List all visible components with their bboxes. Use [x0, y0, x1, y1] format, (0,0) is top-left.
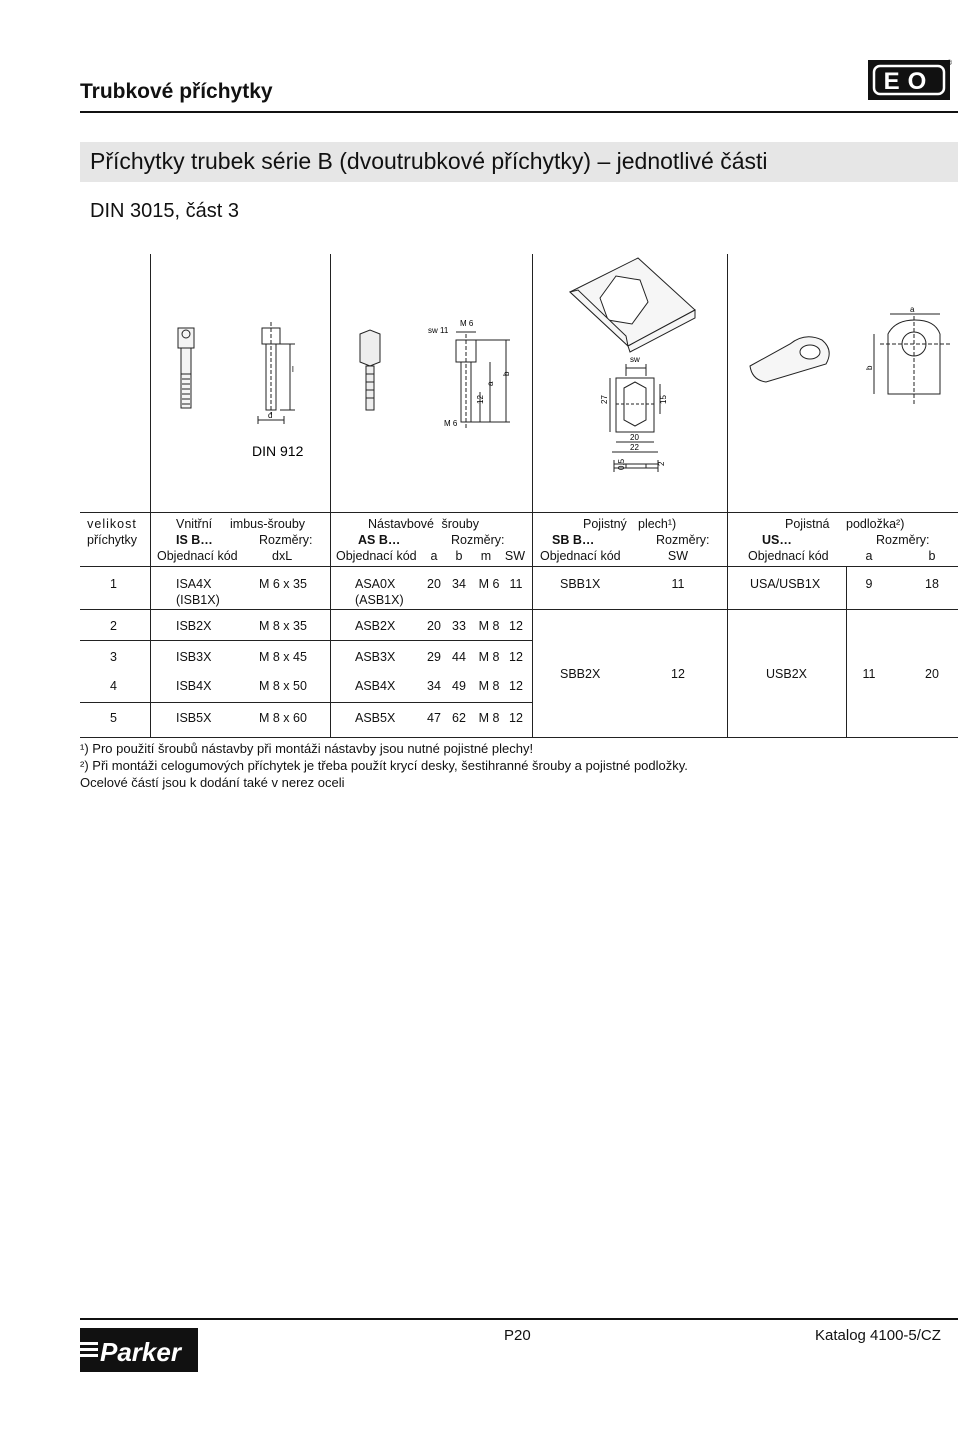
- cell-sw: 11: [509, 577, 523, 591]
- tab-washer-drawing: [750, 337, 829, 382]
- parker-logo: [80, 1328, 198, 1372]
- cell-us-b: 20: [925, 667, 939, 681]
- row-1-rule: [80, 609, 958, 610]
- dim-label-washer-a: a: [910, 305, 915, 314]
- cell-is-code: ISB2X: [176, 619, 212, 633]
- cell-a: 20: [427, 577, 441, 591]
- hdr-size-1: velikost: [87, 517, 137, 531]
- cell-size: 1: [110, 577, 117, 591]
- hdr-sb-3b: SW: [667, 549, 689, 563]
- footer-rule: [80, 1318, 958, 1320]
- hdr-is-1b: imbus-šrouby: [230, 517, 306, 531]
- cell-m: M 8: [478, 679, 500, 693]
- cell-a: 34: [427, 679, 441, 693]
- hdr-sb-3a: Objednací kód: [540, 549, 621, 563]
- dim-label-m6-top: M 6: [460, 319, 474, 328]
- cell-as-code: ASB3X: [355, 650, 396, 664]
- cell-is-code: ISB5X: [176, 711, 212, 725]
- tab-washer-dimension-drawing: [874, 314, 950, 404]
- hdr-is-3a: Objednací kód: [157, 549, 238, 563]
- table-header-rule: [80, 566, 958, 567]
- cell-b: 33: [452, 619, 466, 633]
- cell-size: 2: [110, 619, 117, 633]
- hdr-as-1: Nástavbové šrouby: [368, 517, 480, 531]
- hdr-as-2a: AS B…: [358, 533, 401, 547]
- locking-plate-drawing: [570, 258, 695, 352]
- hdr-as-3a: Objednací kód: [336, 549, 417, 563]
- cell-as-code: ASB4X: [355, 679, 396, 693]
- hdr-sb-2a: SB B…: [552, 533, 595, 547]
- socket-screw-dimension-drawing: [258, 322, 295, 424]
- hdr-us-3b: a: [865, 549, 873, 563]
- hdr-as-3e: SW: [504, 549, 526, 563]
- row-4-rule: [80, 702, 532, 703]
- eo-logo: [868, 58, 954, 100]
- cell-a: 29: [427, 650, 441, 664]
- cell-dxl: M 8 x 45: [259, 650, 307, 664]
- hdr-sb-1a: Pojistný: [583, 517, 627, 531]
- cell-is-code-alt: (ISB1X): [176, 593, 220, 607]
- cell-is-code: ISB4X: [176, 679, 212, 693]
- cell-us-a: 11: [862, 667, 876, 681]
- dim-label-20: 20: [630, 433, 639, 442]
- cell-size: 5: [110, 711, 117, 725]
- hdr-size-2: příchytky: [86, 533, 138, 547]
- cell-m: M 8: [478, 619, 500, 633]
- cell-b: 62: [452, 711, 466, 725]
- dim-label-sw: sw: [630, 355, 640, 364]
- socket-screw-drawing: [178, 328, 194, 408]
- footnote-2: ²) Při montáži celogumových příchytek je třeba použít krycí desky, šestihranné šrouby a pojistné podložky.: [80, 758, 688, 773]
- footnote-3: Ocelové částí jsou k dodání také v nerez oceli: [80, 775, 345, 790]
- cell-us-code: USB2X: [766, 667, 807, 681]
- header-rule: [80, 111, 958, 113]
- hdr-is-1a: Vnitřní: [176, 517, 213, 531]
- cell-us-code: USA/USB1X: [750, 577, 821, 591]
- eo-logo-text: EO: [883, 68, 935, 95]
- dim-label-a: a: [486, 381, 495, 386]
- dim-label-d: d: [268, 411, 273, 420]
- cell-sw: 12: [509, 650, 523, 664]
- hdr-as-3c: b: [455, 549, 463, 563]
- hdr-sb-2b: Rozměry:: [656, 533, 710, 547]
- dim-label-15: 15: [659, 395, 668, 404]
- dim-label-22: 22: [630, 443, 639, 452]
- parts-drawings: [150, 254, 960, 514]
- cell-dxl: M 8 x 50: [259, 679, 307, 693]
- cell-size: 3: [110, 650, 117, 664]
- hdr-us-1b: podložka²): [846, 517, 905, 531]
- cell-b: 34: [452, 577, 466, 591]
- cell-dxl: M 8 x 35: [259, 619, 307, 633]
- dim-label-washer-b: b: [865, 365, 874, 370]
- locking-plate-dimension-drawing: [610, 364, 660, 472]
- cell-sb-code: SBB1X: [560, 577, 601, 591]
- hdr-as-3d: m: [480, 549, 492, 563]
- hdr-us-2a: US…: [762, 533, 792, 547]
- cell-as-code: ASB5X: [355, 711, 396, 725]
- hdr-us-3c: b: [928, 549, 936, 563]
- us-ab-divider-1: [846, 566, 847, 609]
- us-ab-divider-2: [846, 609, 847, 737]
- table-bottom-rule: [80, 737, 958, 738]
- cell-sw: 12: [509, 711, 523, 725]
- extension-screw-drawing: [360, 330, 380, 410]
- dim-label-sw11: sw 11: [428, 326, 449, 335]
- extension-screw-dimension-drawing: [456, 332, 510, 428]
- cell-m: M 8: [478, 711, 500, 725]
- hdr-us-1a: Pojistná: [785, 517, 830, 531]
- cell-sw: 12: [509, 619, 523, 633]
- cell-us-a: 9: [865, 577, 873, 591]
- dim-label-2: 2: [657, 461, 666, 466]
- cell-is-code: ISA4X: [176, 577, 212, 591]
- cell-dxl: M 8 x 60: [259, 711, 307, 725]
- cell-sb-sw: 12: [671, 667, 685, 681]
- cell-us-b: 18: [925, 577, 939, 591]
- page-number: P20: [504, 1327, 531, 1344]
- section-title: Příchytky trubek série B (dvoutrubkové příchytky) – jednotlivé části: [90, 148, 768, 174]
- section-title-band: [80, 142, 958, 182]
- section-subtitle: DIN 3015, část 3: [90, 200, 239, 222]
- cell-sw: 12: [509, 679, 523, 693]
- hdr-is-3b: dxL: [272, 549, 293, 563]
- hdr-is-2a: IS B…: [176, 533, 213, 547]
- cell-is-code: ISB3X: [176, 650, 212, 664]
- cell-as-code-alt: (ASB1X): [355, 593, 404, 607]
- dim-label-0-5: 0,5: [617, 458, 626, 470]
- cell-sb-sw: 11: [671, 577, 685, 591]
- hdr-as-3b: a: [430, 549, 438, 563]
- din-912-label: DIN 912: [252, 443, 304, 459]
- footnote-1: ¹) Pro použití šroubů nástavby při montáži nástavby jsou nutné pojistné plechy!: [80, 741, 534, 756]
- hdr-as-2b: Rozměry:: [451, 533, 505, 547]
- hdr-us-2b: Rozměry:: [876, 533, 930, 547]
- cell-a: 47: [427, 711, 441, 725]
- dim-label-l: l: [292, 365, 294, 374]
- registered-mark: ®: [946, 60, 952, 67]
- table-top-rule: [80, 512, 958, 513]
- dim-label-27: 27: [600, 395, 609, 404]
- cell-b: 49: [452, 679, 466, 693]
- row-2-rule: [80, 640, 532, 641]
- cell-b: 44: [452, 650, 466, 664]
- dim-label-b: b: [502, 371, 511, 376]
- hdr-sb-1b: plech¹): [638, 517, 677, 531]
- cell-a: 20: [427, 619, 441, 633]
- parker-logo-text: Parker: [100, 1337, 181, 1367]
- hdr-is-2b: Rozměry:: [259, 533, 313, 547]
- hdr-us-3a: Objednací kód: [748, 549, 829, 563]
- cell-as-code: ASB2X: [355, 619, 396, 633]
- cell-sb-code: SBB2X: [560, 667, 601, 681]
- cell-m: M 8: [478, 650, 500, 664]
- catalog-number: Katalog 4100-5/CZ: [815, 1327, 941, 1344]
- dim-label-12: 12: [476, 395, 485, 404]
- dim-label-m6-bottom: M 6: [444, 419, 458, 428]
- cell-as-code: ASA0X: [355, 577, 396, 591]
- cell-dxl: M 6 x 35: [259, 577, 307, 591]
- page-header-title: Trubkové příchytky: [80, 80, 273, 103]
- cell-m: M 6: [478, 577, 500, 591]
- cell-size: 4: [110, 679, 117, 693]
